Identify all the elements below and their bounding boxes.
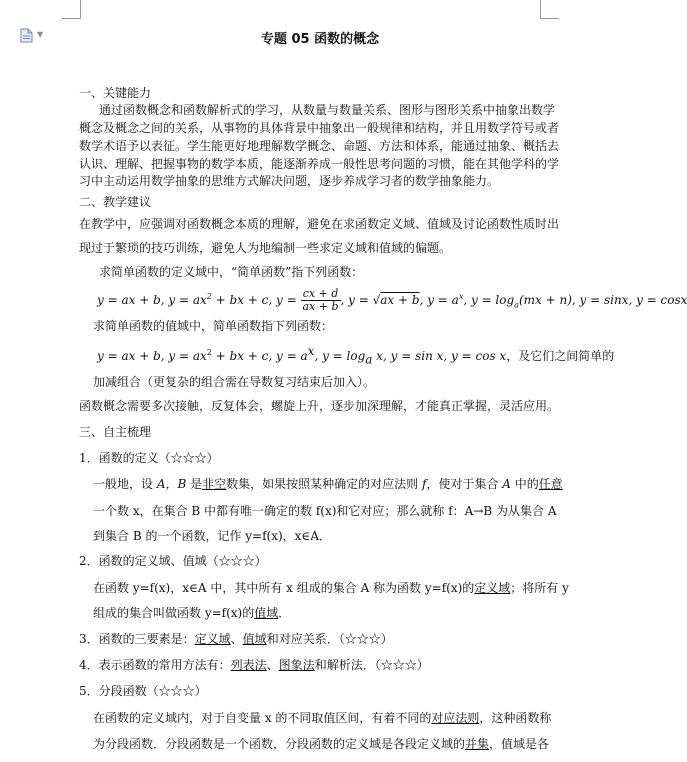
formula-part: , y = log	[463, 293, 515, 307]
formula-range-functions: y = ax + b, $y = ax^2$ + bx + c, $y = a^x$, $y = \log_a x$, y = sin x, y = cos x，及它们之间简单的	[97, 344, 615, 367]
item2-title: 2．函数的定义域、值域（☆☆☆）	[79, 554, 267, 568]
fraction	[301, 288, 341, 313]
text-run: 、	[266, 658, 279, 672]
text-run: 是	[186, 477, 203, 491]
item4-line	[79, 657, 429, 673]
text-run: 对应法则	[431, 711, 480, 725]
section2-line: 在教学中，应强调对函数概念本质的理解，避免在求函数定义域、值域及讨论函数性质时出	[79, 217, 560, 231]
document-title: 专题 05 函数的概念	[260, 32, 380, 47]
text-run: 3．函数的三要素是：	[79, 632, 195, 646]
text-run: 中的	[510, 477, 539, 491]
text-run: f	[422, 477, 427, 491]
text-run: ，值域是各	[489, 737, 550, 751]
text-run: 并集	[465, 737, 490, 751]
text-run: 、	[230, 632, 243, 646]
text-run: 4．表示函数的常用方法有：	[79, 658, 231, 672]
text-run: ，这种函数称	[479, 711, 552, 725]
text-run: 和对应关系．（☆☆☆）	[266, 632, 393, 646]
text-run: 值域	[242, 632, 267, 646]
section2-heading: 二、教学建议	[79, 195, 152, 209]
section1-heading: 一、关键能力	[79, 86, 152, 100]
text-run: 定义域	[474, 581, 511, 595]
section1-line: 习中主动运用数学抽象的思维方式解决问题，逐步养成学习者的数学抽象能力。	[79, 174, 500, 188]
text-run: 在函数 y=f(x)，x∈A 中，其中所有 x 组成的集合 A 称为函数 y=f(x)的	[93, 581, 475, 595]
formula-part: + bx + c, y = a	[211, 349, 308, 363]
formula-part: ax + b	[380, 293, 420, 307]
text-run: ；将所有 y	[510, 581, 569, 595]
formula-part: , y = log	[314, 349, 366, 363]
formula-part: + bx + c, y =	[211, 293, 301, 307]
text-run: 定义域	[194, 632, 231, 646]
formula-part: , y =	[340, 293, 373, 307]
text-run: 在函数的定义域内，对于自变量 x 的不同取值区间，有着不同的	[93, 711, 432, 725]
text-run: 非空	[202, 477, 227, 491]
section1-line: 通过函数概念和函数解析式的学习，从数量与数量关系、图形与图形关系中抽象出数学	[99, 103, 556, 117]
text-run: 值域	[254, 606, 279, 620]
text-run: 任意	[538, 477, 563, 491]
formula-part: , y = a	[419, 293, 459, 307]
fraction-denominator: ax + b	[302, 300, 339, 313]
item1-title: 1．函数的定义（☆☆☆）	[79, 451, 219, 465]
item2-line	[93, 605, 290, 621]
item1-line	[93, 476, 563, 492]
text-run: A，B	[156, 477, 187, 491]
item5-title: 5．分段函数（☆☆☆）	[79, 684, 207, 698]
section2-line: ，及它们之间简单的	[506, 349, 615, 363]
item1-line: 到集合 B 的一个函数，记作 y=f(x)，x∈A．	[93, 529, 331, 543]
section2-line: 现过于繁琐的技巧训练，避免人为地编制一些求定义域和值域的偏题。	[79, 241, 452, 255]
text-run: 一般地，设	[93, 477, 157, 491]
text-run: 数集，如果按照某种确定的对应法则	[226, 477, 422, 491]
text-run: 图象法	[278, 658, 315, 672]
margin-corner-top-right	[540, 0, 559, 19]
section1-line: 认识、理解、把握事物的数学本质，能逐渐养成一般性思考问题的习惯，能在其他学科的学	[79, 157, 560, 171]
section2-line: 求简单函数的定义域中，“简单函数”指下列函数：	[99, 265, 364, 279]
item1-line: 一个数 x，在集合 B 中都有唯一确定的数 f(x)和它对应；那么就称 f：A→B 为从集合 A	[93, 504, 557, 518]
item2-line	[93, 580, 569, 596]
text-run: ．	[278, 606, 291, 620]
margin-corner-top-left	[62, 0, 81, 19]
section2-line: 加减组合（更复杂的组合需在导数复习结束后加入）。	[93, 375, 376, 389]
text-run: 组成的集合叫做函数 y=f(x)的	[93, 606, 255, 620]
section2-line: 求简单函数的值域中，简单函数指下列函数：	[93, 319, 334, 333]
section1-line: 概念及概念之间的关系，从事物的具体背景中抽象出一般规律和结构，并且用数学符号或者	[79, 121, 560, 135]
text-run: A	[502, 477, 511, 491]
formula-part: y = ax + b, y = ax	[97, 293, 207, 307]
item3-line	[79, 631, 393, 647]
section3-heading: 三、自主梳理	[79, 425, 152, 439]
formula-domain-functions: y = ax + b, $y = ax^2$ + bx + c, y = $\frac{cx + d}{ax + b}$ , y = √ax + b, $y = a^x$, $y = \log_a(mx + n)$, y = sinx, y = cosx	[97, 287, 687, 313]
formula-part: y = ax + b, y = ax	[97, 349, 207, 363]
text-run: 列表法	[230, 658, 267, 672]
formula-part: x, y = sin x, y = cos x	[372, 349, 507, 363]
section2-line: 函数概念需要多次接触，反复体会，螺旋上升，逐步加深理解，才能真正掌握，灵活应用。	[79, 399, 560, 413]
section1-line: 数学术语予以表征。学生能更好地理解数学概念、命题、方法和体系，能通过抽象、概括去	[79, 139, 560, 153]
text-run: ，使对于集合	[426, 477, 503, 491]
text-run: 和解析法．（☆☆☆）	[314, 658, 429, 672]
fraction-numerator: cx + d	[301, 288, 341, 301]
text-run: 为分段函数．分段函数是一个函数，分段函数的定义域是各段定义域的	[93, 737, 466, 751]
caret-down-icon[interactable]: ▼	[37, 30, 44, 39]
formula-part: (mx + n), y = sinx, y = cosx	[518, 293, 687, 307]
item5-line	[93, 736, 549, 752]
item5-line	[93, 710, 551, 726]
